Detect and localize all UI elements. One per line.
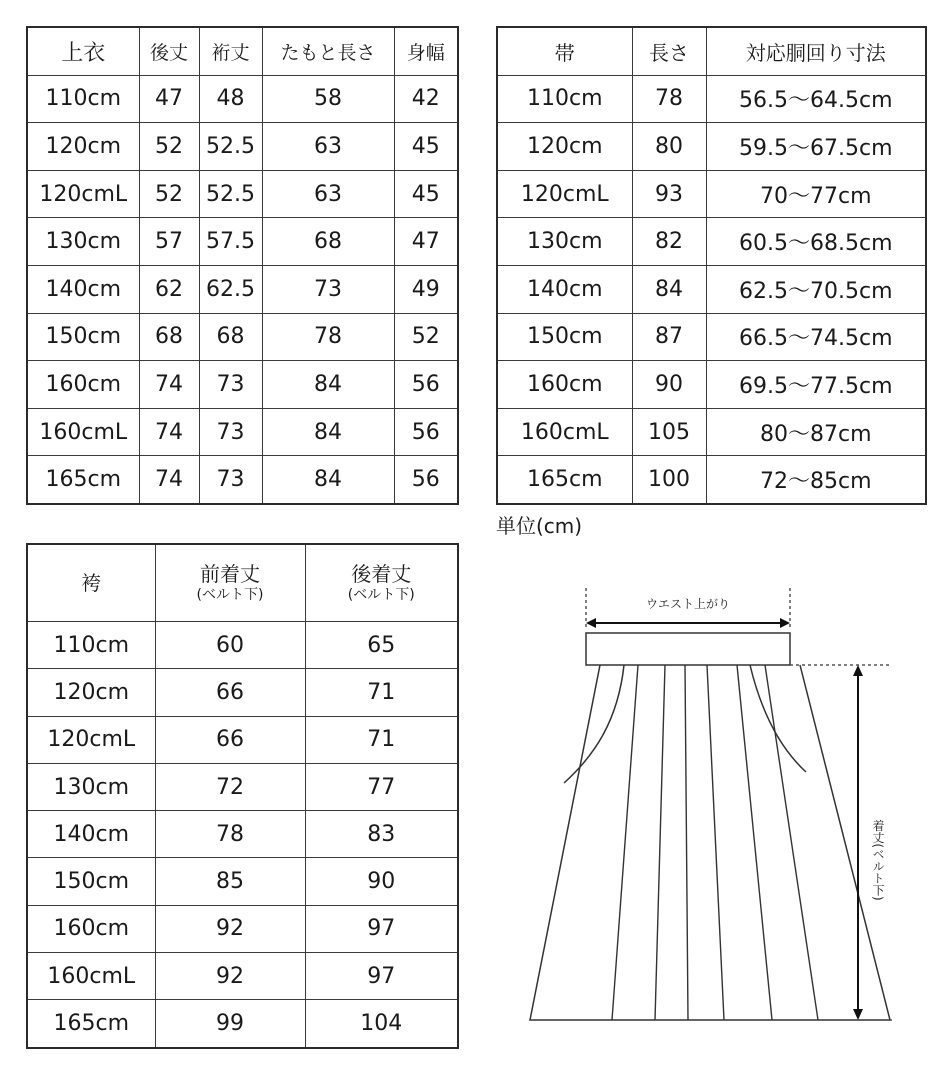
header-waist-range: 対応胴回り寸法 (706, 27, 926, 75)
table-row (497, 408, 926, 456)
table-row (27, 265, 458, 313)
pleat-line (685, 665, 688, 1020)
size-cell: 150cm (497, 313, 632, 361)
waist-label: ウエスト上がり (645, 597, 731, 611)
size-cell: 140cm (27, 265, 139, 313)
value-cell: 84 (262, 361, 394, 409)
value-cell: 74 (139, 408, 199, 456)
value-cell: 56 (394, 408, 458, 456)
value-cell: 59.5〜67.5cm (706, 123, 926, 171)
value-cell: 72〜85cm (706, 456, 926, 504)
value-cell: 47 (394, 218, 458, 266)
table-header-row (497, 27, 926, 75)
pleat-line (707, 665, 724, 1020)
size-cell: 160cmL (27, 953, 155, 1000)
size-cell: 160cm (497, 361, 632, 409)
value-cell: 58 (262, 75, 394, 123)
size-cell: 160cm (27, 361, 139, 409)
value-cell: 56 (394, 361, 458, 409)
waistband (586, 633, 790, 665)
value-cell: 99 (155, 1000, 305, 1048)
value-cell: 52 (394, 313, 458, 361)
value-cell: 83 (305, 811, 458, 858)
size-cell: 120cm (27, 669, 155, 716)
side-slit-left (564, 665, 624, 783)
value-cell: 93 (632, 170, 706, 218)
value-cell: 73 (199, 361, 262, 409)
header-front-length-main: 前着丈 (200, 561, 260, 586)
value-cell: 84 (262, 408, 394, 456)
value-cell: 70〜77cm (706, 170, 926, 218)
header-top: 上衣 (27, 27, 139, 75)
table-row (27, 361, 458, 409)
value-cell: 90 (305, 858, 458, 905)
table-row (27, 763, 458, 810)
header-hakama-main: 袴 (81, 570, 102, 595)
size-cell: 120cm (497, 123, 632, 171)
table-row (497, 456, 926, 504)
value-cell: 48 (199, 75, 262, 123)
table-header-row (27, 27, 458, 75)
size-cell: 160cmL (497, 408, 632, 456)
value-cell: 105 (632, 408, 706, 456)
value-cell: 52.5 (199, 123, 262, 171)
table-row (27, 953, 458, 1000)
value-cell: 74 (139, 361, 199, 409)
size-cell: 110cm (27, 622, 155, 669)
size-cell: 160cmL (27, 408, 139, 456)
table-row (497, 170, 926, 218)
table-row (497, 218, 926, 266)
size-cell: 165cm (27, 456, 139, 504)
size-cell: 150cm (27, 858, 155, 905)
size-cell: 150cm (27, 313, 139, 361)
value-cell: 85 (155, 858, 305, 905)
value-cell: 80 (632, 123, 706, 171)
header-back-length-main: 後着丈 (351, 561, 412, 586)
value-cell: 65 (305, 622, 458, 669)
length-label: 着丈(ベルト下) (871, 819, 885, 901)
table-row (27, 218, 458, 266)
table-row (27, 313, 458, 361)
top-size-table (26, 26, 459, 505)
value-cell: 52 (139, 170, 199, 218)
value-cell: 71 (305, 716, 458, 763)
value-cell: 73 (262, 265, 394, 313)
table-row (497, 313, 926, 361)
header-body-width: 身幅 (394, 27, 458, 75)
header-sleeve-length: 裄丈 (199, 27, 262, 75)
value-cell: 97 (305, 905, 458, 952)
value-cell: 73 (199, 408, 262, 456)
value-cell: 90 (632, 361, 706, 409)
value-cell: 80〜87cm (706, 408, 926, 456)
value-cell: 97 (305, 953, 458, 1000)
size-cell: 165cm (27, 1000, 155, 1048)
value-cell: 71 (305, 669, 458, 716)
pleat-line (737, 665, 772, 1020)
table-row (497, 361, 926, 409)
size-cell: 120cmL (27, 716, 155, 763)
table-row (27, 456, 458, 504)
value-cell: 68 (262, 218, 394, 266)
value-cell: 52 (139, 123, 199, 171)
table-row (27, 811, 458, 858)
header-front-length-sub: (ベルト下) (196, 586, 264, 603)
table-row (27, 123, 458, 171)
header-back-length-sub: (ベルト下) (347, 586, 415, 603)
pleat-line (655, 665, 665, 1020)
header-length: 長さ (632, 27, 706, 75)
table-header-row (27, 544, 458, 622)
size-cell: 110cm (27, 75, 139, 123)
value-cell: 62.5 (199, 265, 262, 313)
value-cell: 66 (155, 669, 305, 716)
table-row (27, 622, 458, 669)
size-cell: 140cm (27, 811, 155, 858)
table-row (27, 170, 458, 218)
value-cell: 73 (199, 456, 262, 504)
value-cell: 62 (139, 265, 199, 313)
table-row (27, 1000, 458, 1048)
value-cell: 52.5 (199, 170, 262, 218)
table-row (497, 75, 926, 123)
header-obi: 帯 (497, 27, 632, 75)
size-cell: 130cm (27, 218, 139, 266)
value-cell: 47 (139, 75, 199, 123)
waist-arrow-right-head (780, 618, 790, 628)
value-cell: 68 (139, 313, 199, 361)
value-cell: 63 (262, 170, 394, 218)
size-cell: 130cm (27, 763, 155, 810)
header-back-length: 後丈 (139, 27, 199, 75)
value-cell: 45 (394, 123, 458, 171)
pleat-line (612, 665, 638, 1020)
length-arrow-top-head (853, 665, 863, 676)
value-cell: 72 (155, 763, 305, 810)
obi-size-table (496, 26, 927, 505)
value-cell: 62.5〜70.5cm (706, 265, 926, 313)
value-cell: 104 (305, 1000, 458, 1048)
size-cell: 110cm (497, 75, 632, 123)
value-cell: 66 (155, 716, 305, 763)
size-cell: 165cm (497, 456, 632, 504)
value-cell: 84 (262, 456, 394, 504)
value-cell: 92 (155, 905, 305, 952)
pleat-line (765, 665, 818, 1020)
size-cell: 120cm (27, 123, 139, 171)
value-cell: 68 (199, 313, 262, 361)
value-cell: 57.5 (199, 218, 262, 266)
value-cell: 100 (632, 456, 706, 504)
value-cell: 69.5〜77.5cm (706, 361, 926, 409)
hakama-diagram (500, 570, 920, 1030)
value-cell: 57 (139, 218, 199, 266)
table-row (27, 75, 458, 123)
value-cell: 84 (632, 265, 706, 313)
value-cell: 60 (155, 622, 305, 669)
value-cell: 78 (262, 313, 394, 361)
value-cell: 66.5〜74.5cm (706, 313, 926, 361)
size-cell: 120cmL (27, 170, 139, 218)
size-cell: 140cm (497, 265, 632, 313)
value-cell: 92 (155, 953, 305, 1000)
table-row (497, 123, 926, 171)
waist-arrow-left-head (586, 618, 596, 628)
header-hakama (27, 544, 155, 622)
table-row (27, 408, 458, 456)
value-cell: 56 (394, 456, 458, 504)
value-cell: 56.5〜64.5cm (706, 75, 926, 123)
header-front-length (155, 544, 305, 622)
header-sleeve-pocket-length: たもと長さ (262, 27, 394, 75)
value-cell: 87 (632, 313, 706, 361)
header-back-length (305, 544, 458, 622)
value-cell: 42 (394, 75, 458, 123)
table-row (27, 858, 458, 905)
size-cell: 120cmL (497, 170, 632, 218)
value-cell: 63 (262, 123, 394, 171)
value-cell: 82 (632, 218, 706, 266)
table-row (27, 669, 458, 716)
size-cell: 130cm (497, 218, 632, 266)
unit-note: 単位(cm) (496, 514, 583, 538)
table-row (27, 905, 458, 952)
length-arrow-bottom-head (853, 1009, 863, 1020)
value-cell: 74 (139, 456, 199, 504)
size-cell: 160cm (27, 905, 155, 952)
value-cell: 77 (305, 763, 458, 810)
value-cell: 45 (394, 170, 458, 218)
value-cell: 60.5〜68.5cm (706, 218, 926, 266)
hakama-size-table (26, 543, 459, 1049)
table-row (27, 716, 458, 763)
value-cell: 78 (632, 75, 706, 123)
table-row (497, 265, 926, 313)
value-cell: 49 (394, 265, 458, 313)
value-cell: 78 (155, 811, 305, 858)
